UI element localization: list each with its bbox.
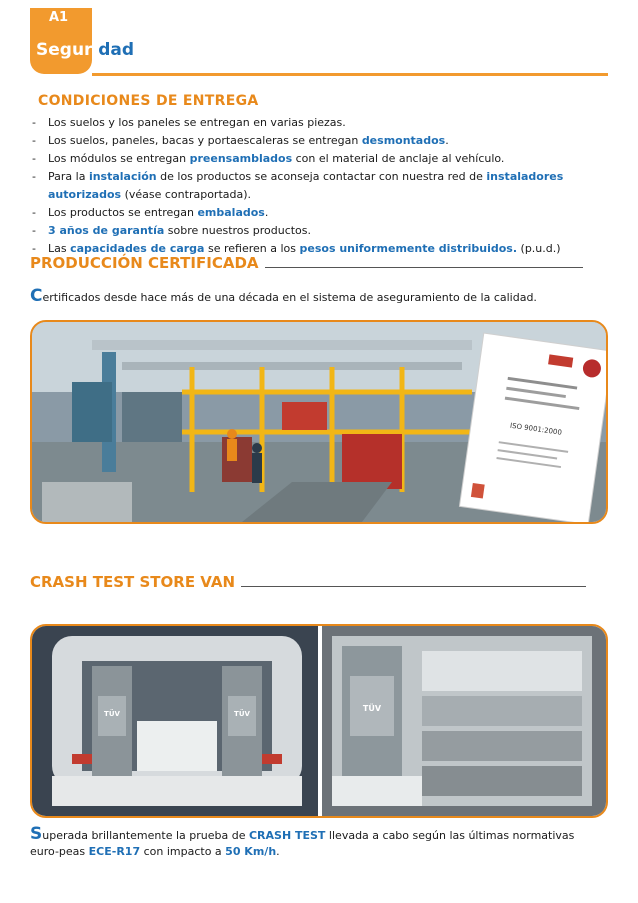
item-highlight: instalación <box>88 170 157 183</box>
tuv-badge-mid: TÜV <box>234 710 250 718</box>
production-heading <box>30 254 583 272</box>
production-paragraph <box>30 288 608 306</box>
dropcap: C <box>30 286 43 306</box>
tuv-badge-right: TÜV <box>362 704 382 713</box>
section-title-part1: Seguri <box>36 40 99 60</box>
item-text: de los productos se aconseja contactar con nuestra red de <box>156 170 487 183</box>
item-highlight: desmontados <box>361 134 446 147</box>
item-text: Los suelos y los paneles se entregan en varias piezas. <box>48 116 346 129</box>
item-text: sobre nuestros productos. <box>164 224 312 237</box>
crash-heading-text: CRASH TEST STORE VAN <box>30 573 236 591</box>
crash-heading <box>30 573 586 591</box>
crash-test-highlight: CRASH TEST <box>248 829 326 842</box>
list-item <box>30 114 590 132</box>
item-text: . <box>445 134 449 147</box>
section-code: A1 <box>49 10 69 25</box>
list-item <box>30 222 590 240</box>
item-highlight: pesos uniformemente distribuidos. <box>299 242 518 255</box>
crash-paragraph <box>30 826 605 860</box>
list-item <box>30 132 590 150</box>
item-highlight: capacidades de carga <box>70 242 205 255</box>
crash-test-photos <box>30 624 608 818</box>
item-highlight: embalados <box>197 206 265 219</box>
item-text: . <box>264 206 269 219</box>
section-title <box>36 40 134 60</box>
factory-photo <box>30 320 608 524</box>
item-text: se refieren a los <box>204 242 300 255</box>
section-rule <box>92 73 608 76</box>
conditions-list <box>30 114 590 258</box>
list-item <box>30 204 590 222</box>
paragraph-text: con impacto a <box>140 845 226 858</box>
item-highlight: instaladores autorizados <box>48 170 564 201</box>
conditions-heading: CONDICIONES DE ENTREGA <box>38 93 259 109</box>
item-text: Las <box>48 242 71 255</box>
tuv-badge-left: TÜV <box>104 710 120 718</box>
heading-rule <box>265 267 583 268</box>
item-text: con el material de anclaje al vehículo. <box>292 152 505 165</box>
item-text: Los módulos se entregan <box>48 152 190 165</box>
item-highlight: preensamblados <box>189 152 293 165</box>
paragraph-text: . <box>276 845 280 858</box>
section-title-part2: dad <box>98 40 135 60</box>
item-text: Para la <box>48 170 89 183</box>
certificate-iso-text: ISO 9001:2000 <box>509 421 563 437</box>
item-text: (véase contraportada). <box>121 188 252 201</box>
heading-rule <box>241 586 586 587</box>
item-text: Los suelos, paneles, bacas y portaescaleras se entregan <box>48 134 362 147</box>
paragraph-text: llevada a cabo según las últimas normativas euro-peas <box>30 829 575 858</box>
item-text: (p.u.d.) <box>517 242 561 255</box>
item-text: Los productos se entregan <box>48 206 198 219</box>
regulation-highlight: ECE-R17 <box>88 845 141 858</box>
paragraph-text: uperada brillantemente la prueba de <box>42 829 249 842</box>
paragraph-text: ertificados desde hace más de una década en el sistema de aseguramiento de la calidad. <box>42 291 537 304</box>
item-highlight: 3 años de garantía <box>48 224 165 237</box>
list-item <box>30 168 590 204</box>
production-heading-text: PRODUCCIÓN CERTIFICADA <box>30 254 259 272</box>
list-item <box>30 150 590 168</box>
dropcap: S <box>30 824 43 844</box>
speed-highlight: 50 Km/h <box>225 845 277 858</box>
